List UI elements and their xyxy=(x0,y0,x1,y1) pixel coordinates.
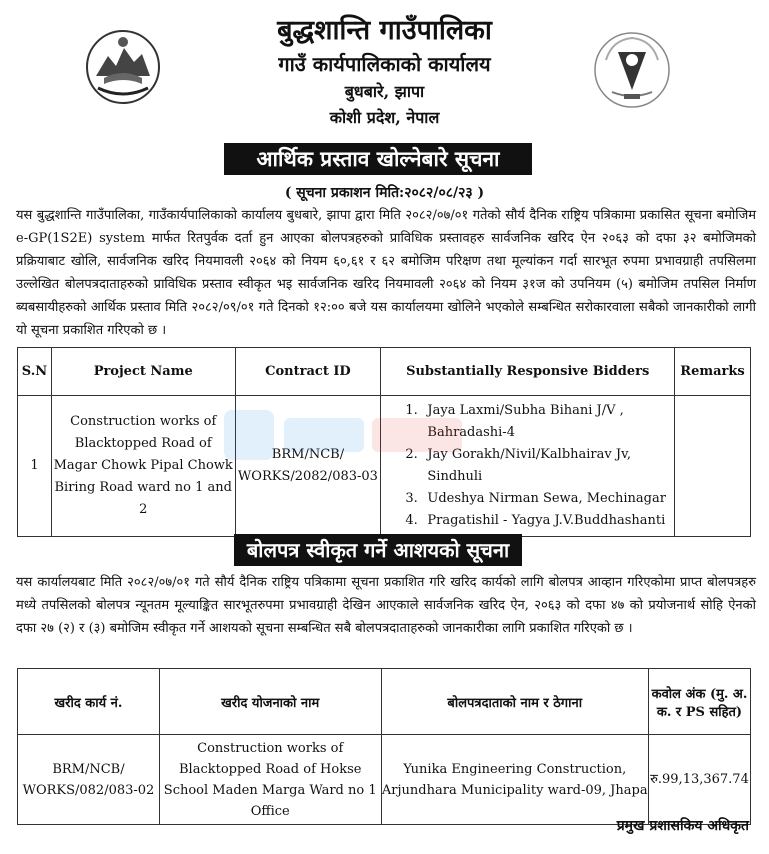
header-project-name: खरीद योजनाको नाम xyxy=(159,669,381,735)
notice2-title: बोलपत्र स्वीकृत गर्ने आशयको सूचना xyxy=(234,534,522,566)
letterhead xyxy=(0,0,769,138)
table-header-row xyxy=(18,669,751,735)
header-procurement-no: खरीद कार्य नं. xyxy=(18,669,160,735)
cell-contract-id: BRM/NCB/ WORKS/2082/083-03 xyxy=(235,396,381,537)
list-item: 4. Pragatishil - Yagya J.V.Buddhashanti xyxy=(405,513,666,528)
cell-project-name: Construction works of Blacktopped Road of Magar Chowk Pipal Chowk Biring Road ward no 1 and 2 xyxy=(51,396,235,537)
cell-amount: रु.99,13,367.74 xyxy=(648,735,750,825)
table-row xyxy=(18,735,751,825)
notice2-body: यस कार्यालयबाट मिति २०८२/०७/०१ गते सौर्य दैनिक राष्ट्रिय पत्रिकामा सूचना प्रकाशित गरि खरिद कार्यको लागि बोलपत्र आव्हान गरिएकोमा प्राप्त बोलपत्रहरु मध्ये तपसिलको बोलपत्र न्यूनतम मूल्याङ्कित सारभूतरुपमा प्रभावग्राही देखिन आएकाले सार्वजनिक खरिद ऐन, २०६३ को दफा ४७ को प्रयोजनार्थ सोहि ऐनको दफा २७ (२) र (३) बमोजिम स्वीकृत गर्ने आशयको सूचना सम्बन्धित सबै बोलपत्रदाताहरुको जानकारीका लागि प्रकाशित गरिएको छ । xyxy=(16,575,756,636)
award-table xyxy=(17,668,751,825)
list-item: 1. Jaya Laxmi/Subha Bihani J/V , Bahradashi-4 xyxy=(405,403,624,440)
table-header-row xyxy=(18,348,751,396)
cell-remarks xyxy=(675,396,751,537)
notice1-title: आर्थिक प्रस्ताव खोल्नेबारे सूचना xyxy=(224,143,532,175)
municipality-name: बुद्धशान्ति गाउँपालिका xyxy=(277,15,492,46)
municipality-logo-icon xyxy=(592,30,672,110)
header-sn: S.N xyxy=(18,348,52,396)
cell-procurement-no: BRM/NCB/ WORKS/082/083-02 xyxy=(18,735,160,825)
header-contract-id: Contract ID xyxy=(235,348,381,396)
publication-date: ( सूचना प्रकाशन मिति:२०८२/०८/२३ ) xyxy=(284,185,485,201)
office-province: कोशी प्रदेश, नेपाल xyxy=(329,108,440,127)
list-item: 3. Udeshya Nirman Sewa, Mechinagar xyxy=(405,491,666,506)
cell-project-name: Construction works of Blacktopped Road of Hokse School Maden Marga Ward no 1 Office xyxy=(159,735,381,825)
watermark-logo-icon xyxy=(220,400,470,470)
signature: प्रमुख प्रशासकिय अधिकृत xyxy=(616,818,749,834)
notice1-body: यस बुद्धशान्ति गाउँपालिका, गाउँकार्यपालिकाको कार्यालय बुधबारे, झापा द्वारा मिति २०८२/०७/०१ गतेको सौर्य दैनिक राष्ट्रिय पत्रिकामा प्रकासित सूचना बमोजिम e-GP(1S2E) system मार्फत रितपुर्वक दर्ता हुन आएका बोलपत्रहरुको प्राविधिक प्रस्तावहरु सार्वजनिक खरिद ऐन २०६३ को दफा ३२ बमोजिमको प्रक्रियाबाट खोलि, सार्वजनिक खरिद नियमावली २०६४ को नियम ६०,६१ र ६२ बमोजिम परिक्षण तथा मूल्यांकन गर्दा सारभूत रुपमा प्रभावग्राही तपसिलमा उल्लेखित बोलपत्रदाताहरुको प्राविधिक प्रस्ताव स्वीकृत भइ सार्वजनिक खरिद नियमावली २०६४ को नियम ३१ज को उपनियम (५) बमोजिम तपसिल निर्माण ब्यबसायीहरुको आर्थिक प्रस्ताव मिति २०८२/०९/०१ गते दिनको १२:०० बजे यस कार्यालयमा खोलिने भएकोले सम्बन्धित सरोकारवाला सबैको जानकारीको लागी यो सूचना प्रकाशित गरिएको छ । xyxy=(16,208,756,338)
header-amount: कवोल अंक (मु. अ. क. र PS सहित) xyxy=(648,669,750,735)
header-bidder: बोलपत्रदाताको नाम र ठेगाना xyxy=(381,669,648,735)
list-item: 2. Jay Gorakh/Nivil/Kalbhairav Jv, Sindhuli xyxy=(405,447,632,484)
office-location: बुधबारे, झापा xyxy=(344,82,425,101)
office-name: गाउँ कार्यपालिकाको कार्यालय xyxy=(278,52,491,76)
header-remarks: Remarks xyxy=(675,348,751,396)
cell-bidder: Yunika Engineering Construction, Arjundhara Municipality ward-09, Jhapa xyxy=(381,735,648,825)
header-project-name: Project Name xyxy=(51,348,235,396)
cell-sn: 1 xyxy=(18,396,52,537)
header-bidders: Substantially Responsive Bidders xyxy=(381,348,675,396)
